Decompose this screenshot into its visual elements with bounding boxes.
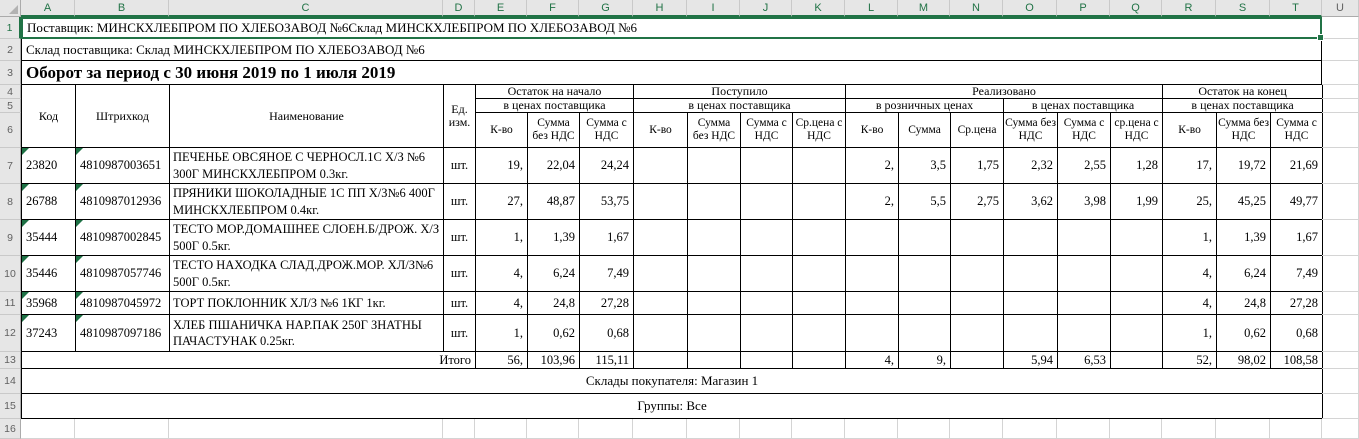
column-header-o[interactable]: O — [1003, 0, 1057, 17]
supplier-cell-selected[interactable] — [21, 17, 1322, 39]
leaf-header[interactable]: К-во — [634, 113, 688, 148]
cell-value[interactable] — [1111, 220, 1163, 256]
cell-value[interactable]: 7,49 — [580, 256, 634, 292]
cell-value[interactable]: 21,69 — [1271, 148, 1323, 184]
total-value[interactable] — [741, 352, 793, 369]
cell-value[interactable]: 1,28 — [1111, 148, 1163, 184]
subheader-received-supplier-prices[interactable]: в ценах поставщика — [634, 99, 846, 113]
report-title-cell[interactable]: Оборот за период с 30 июня 2019 по 1 июля 2019 — [21, 61, 1322, 85]
cell-code[interactable]: 37243 — [22, 315, 76, 352]
total-value[interactable] — [793, 352, 846, 369]
product-row — [22, 148, 1323, 184]
row-header-6[interactable]: 6 — [0, 113, 21, 148]
leaf-header[interactable]: Ср.цена — [951, 113, 1004, 148]
row-header-1[interactable]: 1 — [0, 17, 21, 39]
cell-value[interactable]: 24,8 — [1217, 292, 1271, 315]
cell-value[interactable] — [793, 148, 846, 184]
cell-value[interactable] — [741, 220, 793, 256]
cell-value[interactable] — [846, 315, 899, 352]
column-header-p[interactable]: P — [1057, 0, 1110, 17]
total-value[interactable]: 4, — [846, 352, 899, 369]
total-value[interactable]: 103,96 — [528, 352, 580, 369]
cell-value[interactable]: 2,55 — [1058, 148, 1111, 184]
cell-value[interactable]: 19, — [476, 148, 528, 184]
leaf-header[interactable]: К-во — [476, 113, 528, 148]
row-header-11[interactable]: 11 — [0, 292, 21, 315]
column-header-a[interactable]: A — [21, 0, 75, 17]
total-value[interactable] — [688, 352, 741, 369]
cell-unit[interactable]: шт. — [444, 220, 476, 256]
leaf-header[interactable]: Сумма с НДС — [1271, 113, 1323, 148]
cell-code[interactable]: 26788 — [22, 184, 76, 220]
row-header-14[interactable]: 14 — [0, 369, 21, 394]
cell-value[interactable]: 24,24 — [580, 148, 634, 184]
header-unit-line1: Ед. — [451, 102, 468, 116]
column-headers — [21, 0, 1359, 17]
total-value[interactable]: 5,94 — [1004, 352, 1058, 369]
row-header-15[interactable]: 15 — [0, 394, 21, 419]
column-header-q[interactable]: Q — [1110, 0, 1162, 17]
column-header-f[interactable]: F — [527, 0, 579, 17]
cell-value[interactable] — [846, 256, 899, 292]
cell-barcode[interactable]: 4810987097186 — [76, 315, 170, 352]
cell-value[interactable]: 1, — [476, 220, 528, 256]
cell-value[interactable]: 3,62 — [1004, 184, 1058, 220]
cell-value[interactable] — [688, 315, 741, 352]
cell-value[interactable]: 19,72 — [1217, 148, 1271, 184]
cell-unit[interactable]: шт. — [444, 184, 476, 220]
supplier-warehouse-cell[interactable]: Склад поставщика: Склад МИНСКХЛЕБПРОМ ПО ХЛЕБОЗАВОД №6 — [21, 39, 1322, 61]
leaf-header[interactable]: Сумма без НДС — [1004, 113, 1058, 148]
cell-value[interactable] — [846, 292, 899, 315]
product-row — [22, 256, 1323, 292]
column-header-i[interactable]: I — [687, 0, 740, 17]
cell-code[interactable]: 35446 — [22, 256, 76, 292]
cell-value[interactable] — [741, 292, 793, 315]
cell-value[interactable]: 2,32 — [1004, 148, 1058, 184]
column-header-s[interactable]: S — [1216, 0, 1270, 17]
cell-value[interactable] — [741, 256, 793, 292]
cell-value[interactable]: 4, — [1163, 292, 1217, 315]
column-header-t[interactable]: T — [1270, 0, 1322, 17]
cell-value[interactable] — [634, 292, 688, 315]
subheader-sold-retail-prices[interactable]: в розничных ценах — [846, 99, 1004, 113]
column-header-g[interactable]: G — [579, 0, 633, 17]
cell-value[interactable] — [634, 315, 688, 352]
cell-code[interactable]: 35968 — [22, 292, 76, 315]
cell-barcode[interactable]: 4810987045972 — [76, 292, 170, 315]
leaf-header[interactable]: Сумма без НДС — [528, 113, 580, 148]
header-name[interactable]: Наименование — [170, 85, 444, 148]
cell-value[interactable]: 4, — [1163, 256, 1217, 292]
cell-value[interactable] — [1004, 256, 1058, 292]
row-header-4[interactable]: 4 — [0, 85, 21, 99]
header-closing-balance[interactable]: Остаток на конец — [1163, 85, 1323, 99]
cell-value[interactable] — [899, 256, 951, 292]
total-value[interactable]: 98,02 — [1217, 352, 1271, 369]
cell-value[interactable] — [688, 220, 741, 256]
row-header-3[interactable]: 3 — [0, 61, 21, 85]
cell-unit[interactable]: шт. — [444, 315, 476, 352]
row-header-2[interactable]: 2 — [0, 39, 21, 61]
total-value[interactable] — [1111, 352, 1163, 369]
cell-value[interactable]: 1,39 — [528, 220, 580, 256]
cell-value[interactable]: 1,67 — [1271, 220, 1323, 256]
cell-value[interactable] — [1111, 315, 1163, 352]
cell-value[interactable] — [634, 220, 688, 256]
cell-product-name[interactable]: ХЛЕБ ПШАНИЧКА НАР.ПАК 250Г ЗНАТНЫ ПАЧАСТУНАК 0.25кг. — [170, 315, 444, 352]
cell-value[interactable] — [899, 315, 951, 352]
selection-fill-handle[interactable] — [1317, 34, 1324, 41]
cell-product-name[interactable]: ПРЯНИКИ ШОКОЛАДНЫЕ 1С ПП Х/З№6 400Г МИНСКХЛЕБПРОМ 0.4кг. — [170, 184, 444, 220]
select-all-corner[interactable] — [0, 0, 21, 17]
cell-value[interactable]: 53,75 — [580, 184, 634, 220]
cell-product-name[interactable]: ПЕЧЕНЬЕ ОВСЯНОЕ С ЧЕРНОСЛ.1С Х/З №6 300Г МИНСКХЛЕБПРОМ 0.3кг. — [170, 148, 444, 184]
leaf-header[interactable]: К-во — [1163, 113, 1217, 148]
buyer-warehouses-cell[interactable]: Склады покупателя: Магазин 1 — [22, 369, 1323, 394]
cell-value[interactable]: 27,28 — [1271, 292, 1323, 315]
product-row — [22, 184, 1323, 220]
cell-barcode[interactable]: 4810987002845 — [76, 220, 170, 256]
leaf-header[interactable]: Сумма с НДС — [1058, 113, 1111, 148]
header-barcode[interactable]: Штрихкод — [76, 85, 170, 148]
supplier-text: Поставщик: МИНСКХЛЕБПРОМ ПО ХЛЕБОЗАВОД №6Склад МИНСКХЛЕБПРОМ ПО ХЛЕБОЗАВОД №6 — [27, 20, 638, 35]
column-header-m[interactable]: M — [898, 0, 950, 17]
cell-value[interactable]: 6,24 — [528, 256, 580, 292]
cell-value[interactable]: 25, — [1163, 184, 1217, 220]
cell-value[interactable] — [793, 184, 846, 220]
total-row — [22, 352, 1323, 369]
cell-value[interactable]: 1, — [1163, 220, 1217, 256]
cell-value[interactable] — [1004, 315, 1058, 352]
subheader-closing-supplier-prices[interactable]: в ценах поставщика — [1163, 99, 1323, 113]
cell-value[interactable]: 1, — [476, 315, 528, 352]
cell-value[interactable] — [741, 148, 793, 184]
cell-unit[interactable]: шт. — [444, 292, 476, 315]
cell-value[interactable]: 6,24 — [1217, 256, 1271, 292]
cell-value[interactable]: 1,99 — [1111, 184, 1163, 220]
total-value[interactable]: 6,53 — [1058, 352, 1111, 369]
cell-barcode[interactable]: 4810987057746 — [76, 256, 170, 292]
row-header-10[interactable]: 10 — [0, 256, 21, 292]
column-header-h[interactable]: H — [633, 0, 687, 17]
column-header-k[interactable]: K — [792, 0, 845, 17]
buyer-warehouses-row — [22, 369, 1323, 394]
cell-value[interactable] — [688, 148, 741, 184]
leaf-header[interactable]: Сумма — [899, 113, 951, 148]
cell-value[interactable] — [951, 256, 1004, 292]
leaf-header[interactable]: Сумма с НДС — [580, 113, 634, 148]
subheader-sold-supplier-prices[interactable]: в ценах поставщика — [1004, 99, 1163, 113]
cell-value[interactable] — [688, 256, 741, 292]
cell-value[interactable]: 22,04 — [528, 148, 580, 184]
cell-value[interactable]: 3,5 — [899, 148, 951, 184]
cell-value[interactable]: 1,39 — [1217, 220, 1271, 256]
column-header-u[interactable]: U — [1322, 0, 1359, 17]
column-header-e[interactable]: E — [475, 0, 527, 17]
column-header-b[interactable]: B — [75, 0, 169, 17]
cell-value[interactable] — [634, 256, 688, 292]
row-header-12[interactable]: 12 — [0, 315, 21, 352]
cell-unit[interactable]: шт. — [444, 148, 476, 184]
cell-value[interactable] — [899, 220, 951, 256]
cell-value[interactable] — [793, 256, 846, 292]
groups-row — [22, 394, 1323, 419]
cell-value[interactable] — [634, 148, 688, 184]
cell-value[interactable]: 4, — [476, 256, 528, 292]
cell-value[interactable] — [1058, 256, 1111, 292]
cell-barcode[interactable]: 4810987003651 — [76, 148, 170, 184]
cell-product-name[interactable]: ТЕСТО МОР.ДОМАШНЕЕ СЛОЕН.Б/ДРОЖ. Х/З 500Г 0.5кг. — [170, 220, 444, 256]
leaf-header[interactable]: Ср.цена с НДС — [793, 113, 846, 148]
turnover-report-table — [21, 84, 1323, 419]
cell-value[interactable] — [1058, 315, 1111, 352]
row-headers — [0, 17, 21, 439]
total-value[interactable]: 52, — [1163, 352, 1217, 369]
column-header-c[interactable]: C — [169, 0, 443, 17]
sheet-content — [21, 17, 1322, 439]
cell-product-name[interactable]: ТОРТ ПОКЛОННИК ХЛ/З №6 1КГ 1кг. — [170, 292, 444, 315]
row-header-5[interactable]: 5 — [0, 99, 21, 113]
total-value[interactable] — [951, 352, 1004, 369]
cell-value[interactable] — [634, 184, 688, 220]
cell-value[interactable] — [688, 292, 741, 315]
cell-value[interactable]: 1, — [1163, 315, 1217, 352]
cell-value[interactable]: 1,67 — [580, 220, 634, 256]
cell-value[interactable]: 7,49 — [1271, 256, 1323, 292]
cell-value[interactable] — [741, 315, 793, 352]
row-header-16[interactable]: 16 — [0, 419, 21, 439]
cell-product-name[interactable]: ТЕСТО НАХОДКА СЛАД.ДРОЖ.МОР. ХЛ/З№6 500Г 0.5кг. — [170, 256, 444, 292]
cell-value[interactable] — [1058, 292, 1111, 315]
cell-value[interactable]: 2, — [846, 184, 899, 220]
column-header-l[interactable]: L — [845, 0, 898, 17]
cell-value[interactable]: 27,28 — [580, 292, 634, 315]
cell-code[interactable]: 35444 — [22, 220, 76, 256]
cell-value[interactable] — [899, 292, 951, 315]
cell-value[interactable]: 3,98 — [1058, 184, 1111, 220]
cell-value[interactable]: 17, — [1163, 148, 1217, 184]
cell-value[interactable] — [951, 292, 1004, 315]
column-header-d[interactable]: D — [443, 0, 475, 17]
header-code[interactable]: Код — [22, 85, 76, 148]
cell-value[interactable]: 4, — [476, 292, 528, 315]
cell-value[interactable] — [846, 220, 899, 256]
total-value[interactable]: 108,58 — [1271, 352, 1323, 369]
total-value[interactable]: 56, — [476, 352, 528, 369]
cell-value[interactable] — [793, 315, 846, 352]
empty-row-16[interactable] — [21, 419, 1322, 439]
cell-value[interactable]: 2, — [846, 148, 899, 184]
cell-value[interactable]: 0,62 — [1217, 315, 1271, 352]
header-received[interactable]: Поступило — [634, 85, 846, 99]
cell-value[interactable]: 48,87 — [528, 184, 580, 220]
cell-value[interactable] — [1111, 292, 1163, 315]
subheader-opening-supplier-prices[interactable]: в ценах поставщика — [476, 99, 634, 113]
product-row — [22, 292, 1323, 315]
column-u-empty-cells[interactable] — [1322, 17, 1359, 439]
cell-value[interactable]: 0,68 — [580, 315, 634, 352]
cell-value[interactable] — [951, 220, 1004, 256]
header-opening-balance[interactable]: Остаток на начало — [476, 85, 634, 99]
cell-value[interactable] — [1058, 220, 1111, 256]
header-unit-line2: изм. — [448, 115, 471, 129]
header-unit[interactable] — [444, 85, 476, 148]
leaf-header[interactable]: Сумма без НДС — [1217, 113, 1271, 148]
cell-value[interactable] — [951, 315, 1004, 352]
cell-value[interactable] — [688, 184, 741, 220]
column-header-r[interactable]: R — [1162, 0, 1216, 17]
total-label[interactable]: Итого — [22, 352, 476, 369]
leaf-header[interactable]: К-во — [846, 113, 899, 148]
cell-value[interactable]: 0,62 — [528, 315, 580, 352]
cell-unit[interactable]: шт. — [444, 256, 476, 292]
cell-value[interactable]: 45,25 — [1217, 184, 1271, 220]
cell-value[interactable] — [1004, 292, 1058, 315]
groups-cell[interactable]: Группы: Все — [22, 394, 1323, 419]
cell-code[interactable]: 23820 — [22, 148, 76, 184]
cell-value[interactable] — [1004, 220, 1058, 256]
product-row — [22, 220, 1323, 256]
row-header-7[interactable]: 7 — [0, 148, 21, 184]
cell-value[interactable] — [793, 220, 846, 256]
cell-value[interactable] — [1111, 256, 1163, 292]
cell-value[interactable]: 27, — [476, 184, 528, 220]
total-value[interactable] — [634, 352, 688, 369]
cell-value[interactable]: 0,68 — [1271, 315, 1323, 352]
column-header-j[interactable]: J — [740, 0, 792, 17]
leaf-header[interactable]: Сумма без НДС — [688, 113, 741, 148]
total-value[interactable]: 115,11 — [580, 352, 634, 369]
column-header-n[interactable]: N — [950, 0, 1003, 17]
total-value[interactable]: 9, — [899, 352, 951, 369]
cell-barcode[interactable]: 4810987012936 — [76, 184, 170, 220]
row-header-9[interactable]: 9 — [0, 220, 21, 256]
cell-value[interactable]: 2,75 — [951, 184, 1004, 220]
cell-value[interactable] — [741, 184, 793, 220]
leaf-header[interactable]: Сумма с НДС — [741, 113, 793, 148]
row-header-13[interactable]: 13 — [0, 352, 21, 369]
cell-value[interactable]: 1,75 — [951, 148, 1004, 184]
cell-value[interactable] — [793, 292, 846, 315]
leaf-header[interactable]: ср.цена с НДС — [1111, 113, 1163, 148]
header-sold[interactable]: Реализовано — [846, 85, 1163, 99]
row-header-8[interactable]: 8 — [0, 184, 21, 220]
cell-value[interactable]: 24,8 — [528, 292, 580, 315]
cell-value[interactable]: 49,77 — [1271, 184, 1323, 220]
cell-value[interactable]: 5,5 — [899, 184, 951, 220]
product-row — [22, 315, 1323, 352]
